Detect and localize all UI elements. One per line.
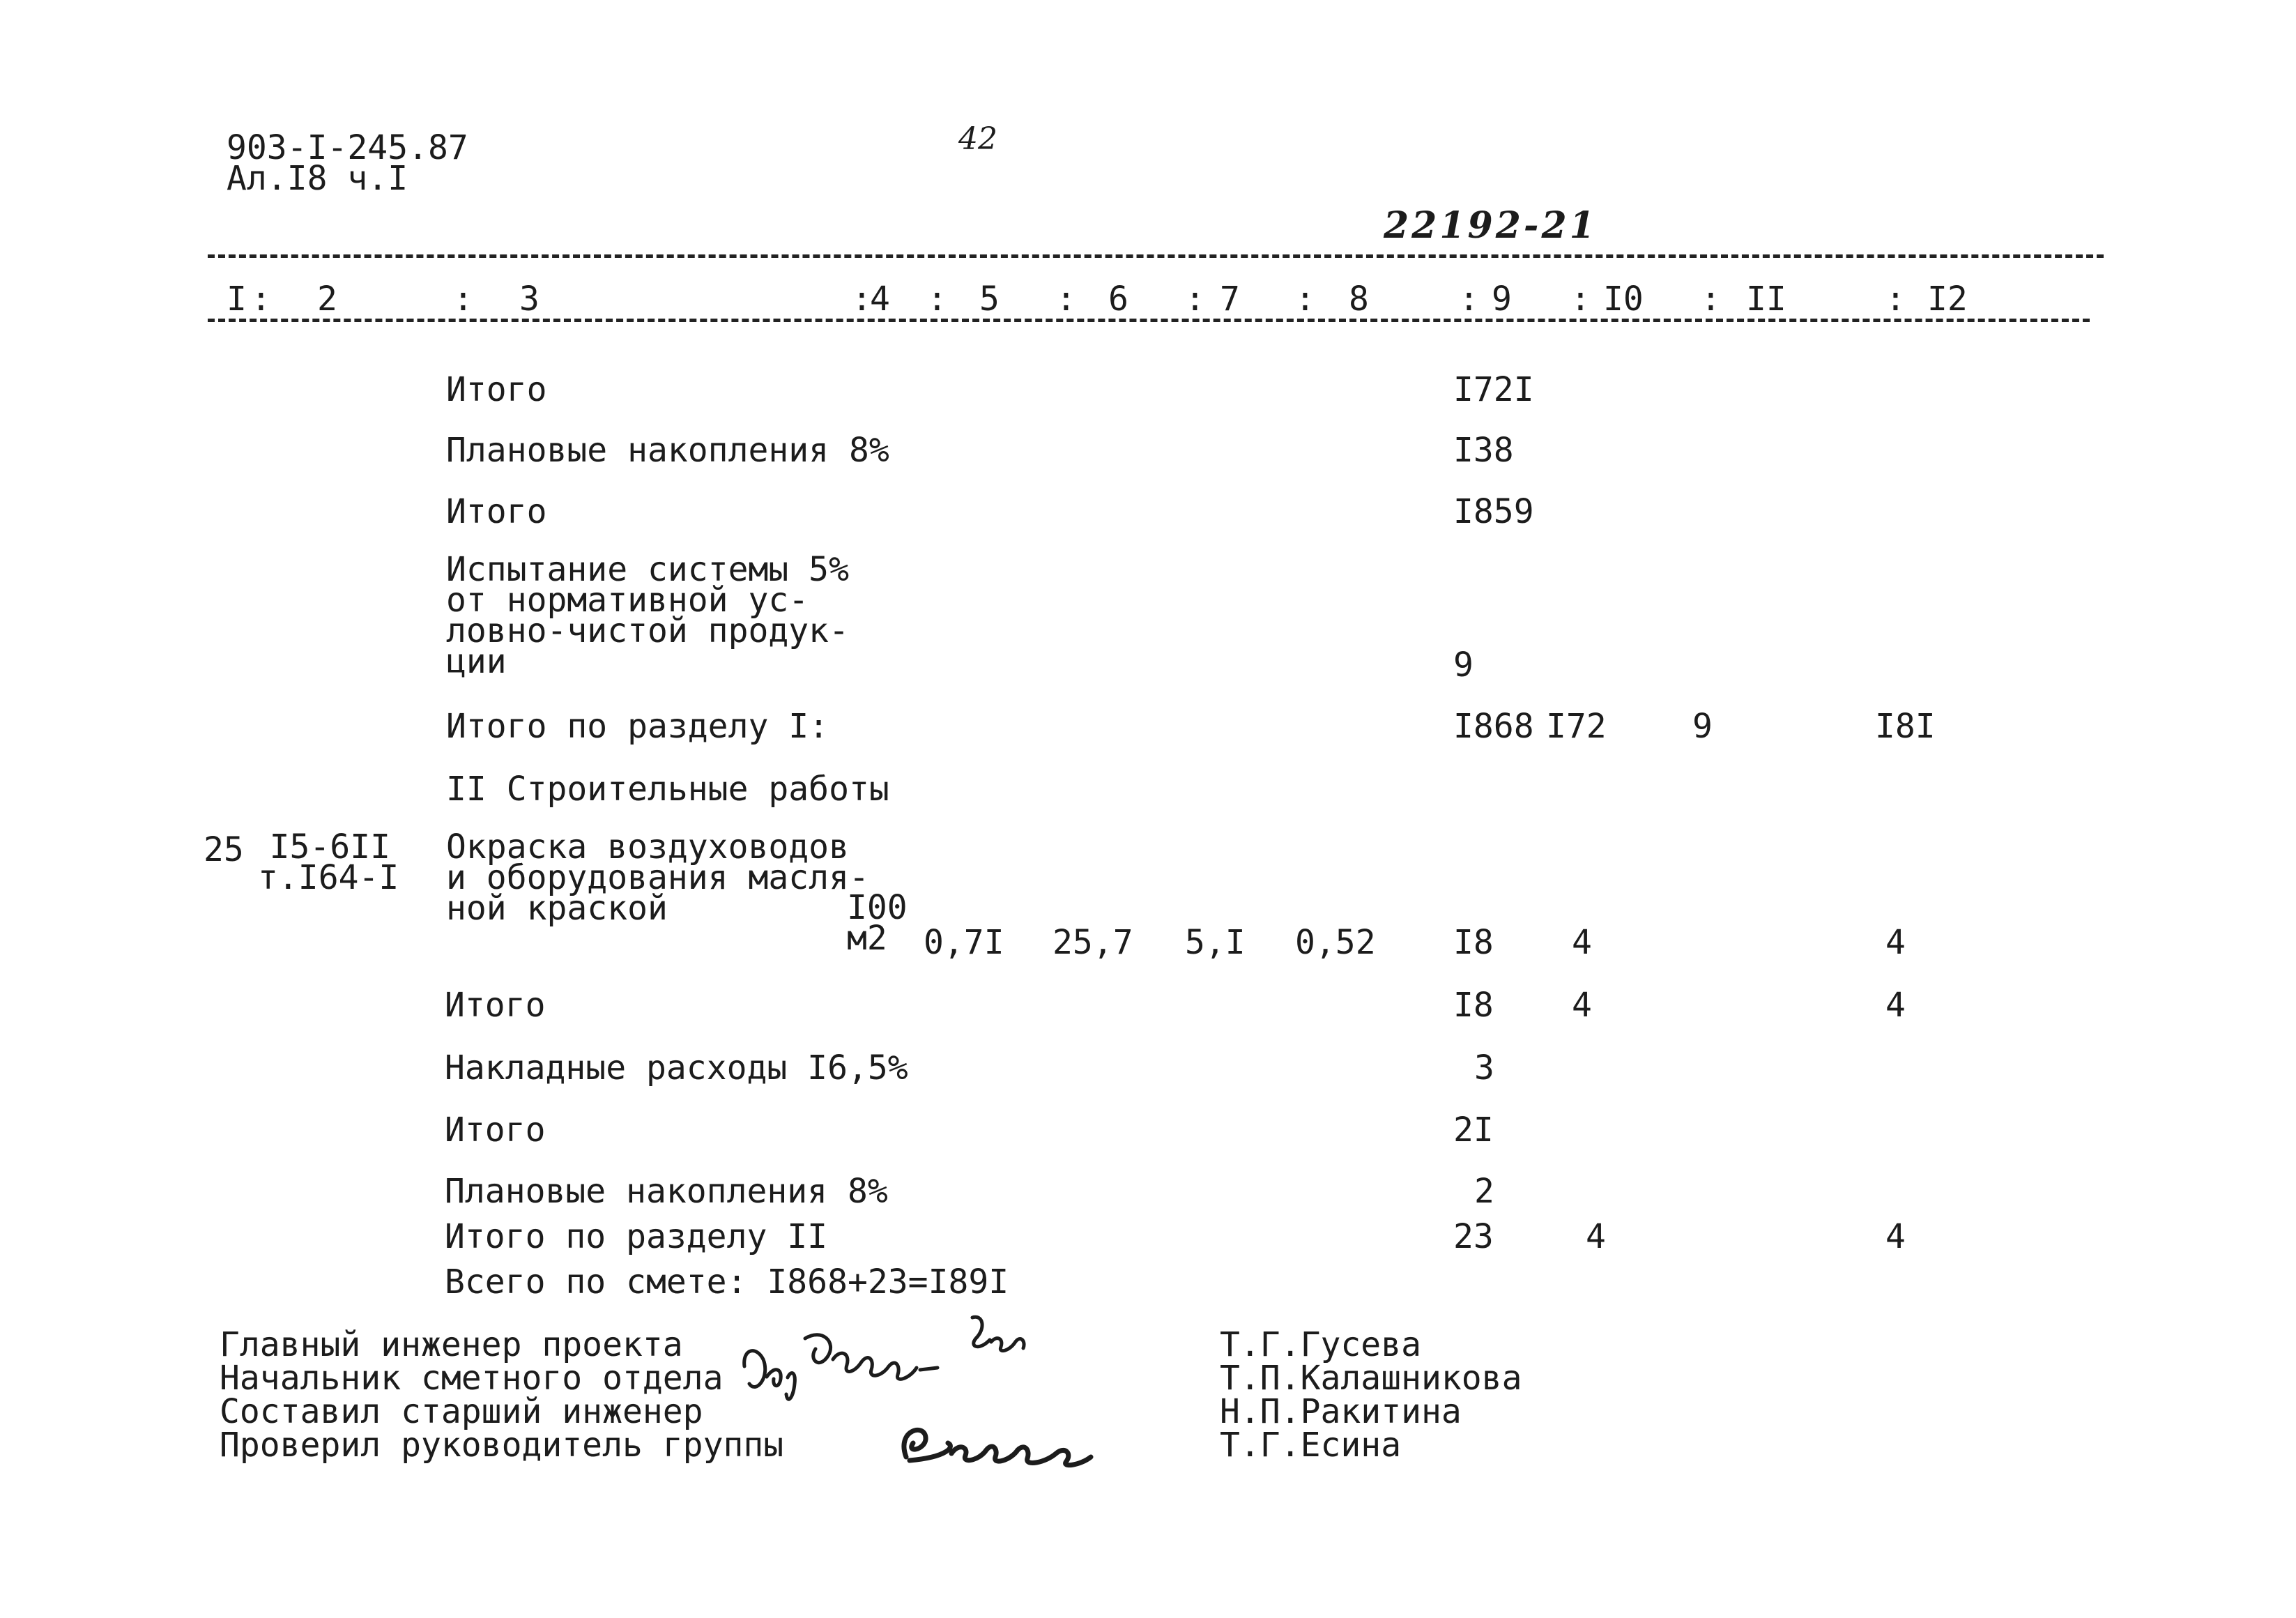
item-label: Окраска воздуховодов и оборудования масля- ной краской [446, 827, 869, 928]
col-header-8: 8 [1349, 280, 1369, 319]
cell-c9: I72I [1453, 370, 1534, 409]
cell-c12: 4 [1885, 1217, 1906, 1256]
col-header-12: I2 [1927, 280, 1968, 319]
row-label-multiline: Испытание системы 5% от нормативной ус- ловно-чистой продук- ции [446, 550, 849, 681]
col-sep: : [251, 280, 271, 319]
row-label: Итого [445, 1111, 546, 1150]
signature-name: Т.Г.Гусева [1220, 1325, 1421, 1364]
col-sep: : [852, 280, 872, 319]
doc-code: 903-I-245.87 [227, 128, 468, 167]
col-header-7: 7 [1220, 280, 1240, 319]
row-label: Плановые накопления 8% [446, 431, 889, 470]
row-label: Плановые накопления 8% [445, 1172, 888, 1211]
signature-role: Начальник сметного отдела [220, 1359, 724, 1398]
top-rule [208, 254, 2104, 258]
cell-c9: I38 [1453, 431, 1514, 470]
col-header-5: 5 [979, 280, 1000, 319]
item-code: I5-6II т.I64-I [258, 827, 399, 897]
col-header-9: 9 [1492, 280, 1512, 319]
cell-c10: 4 [1572, 986, 1592, 1025]
cell-c10: 4 [1586, 1217, 1606, 1256]
col-header-6: 6 [1108, 280, 1128, 319]
signature-role: Проверил руководитель группы [220, 1426, 784, 1465]
cell-c9: 2 [1474, 1172, 1494, 1211]
row-label: Итого [445, 986, 546, 1025]
header-rule [208, 319, 2090, 322]
row-label: Накладные расходы I6,5% [445, 1048, 908, 1087]
album-ref: Ал.I8 ч.I [227, 159, 408, 198]
col-sep: : [1459, 280, 1479, 319]
page-number: 42 [958, 121, 997, 157]
cell-c12: 4 [1885, 986, 1906, 1025]
cell-c6: 25,7 [1053, 923, 1133, 962]
cell-c9: I8 [1453, 923, 1494, 962]
col-header-2: 2 [317, 280, 337, 319]
col-sep: : [1185, 280, 1205, 319]
signature-name: Т.П.Калашникова [1220, 1359, 1522, 1398]
cell-c9: 23 [1453, 1217, 1494, 1256]
cell-c9: I868 [1453, 707, 1534, 746]
item-number: 25 [204, 830, 244, 869]
col-sep: : [453, 280, 473, 319]
signature-role: Составил старший инженер [220, 1392, 703, 1431]
item-unit: I00 м2 [847, 888, 908, 958]
cell-c9: 2I [1453, 1111, 1494, 1150]
signature-role: Главный инженер проекта [220, 1325, 683, 1364]
row-label: Итого [446, 370, 547, 409]
signature-name: Н.П.Ракитина [1220, 1392, 1462, 1431]
cell-c9: 3 [1474, 1048, 1494, 1087]
col-sep: : [1056, 280, 1076, 319]
cell-c5: 0,7I [924, 923, 1004, 962]
cell-c10: 4 [1572, 923, 1592, 962]
row-label: Итого [446, 492, 547, 531]
cell-c11: 9 [1692, 707, 1713, 746]
col-header-11: II [1746, 280, 1786, 319]
cell-c9: I859 [1453, 492, 1534, 531]
col-header-4: 4 [870, 280, 890, 319]
cell-c12: 4 [1885, 923, 1906, 962]
col-sep: : [1295, 280, 1315, 319]
cell-c9: I8 [1453, 986, 1494, 1025]
signature-name: Т.Г.Есина [1220, 1426, 1402, 1465]
handwritten-signatures [739, 1311, 1129, 1492]
grand-total: Всего по смете: I868+23=I89I [445, 1262, 1009, 1302]
col-header-1: I [227, 280, 247, 319]
section1-total-label: Итого по разделу I: [446, 707, 829, 746]
section2-total-label: Итого по разделу II [445, 1217, 828, 1256]
col-header-10: I0 [1603, 280, 1644, 319]
cell-c10: I72 [1546, 707, 1607, 746]
col-header-3: 3 [519, 280, 539, 319]
cell-c12: I8I [1875, 707, 1936, 746]
cell-c7: 5,I [1185, 923, 1246, 962]
col-sep: : [927, 280, 947, 319]
col-sep: : [1885, 280, 1906, 319]
cell-c8: 0,52 [1295, 923, 1376, 962]
col-sep: : [1570, 280, 1591, 319]
doc-number: 22192-21 [1384, 204, 1598, 247]
col-sep: : [1701, 280, 1721, 319]
cell-c9: 9 [1453, 646, 1474, 685]
section2-title: II Строительные работы [446, 770, 889, 809]
